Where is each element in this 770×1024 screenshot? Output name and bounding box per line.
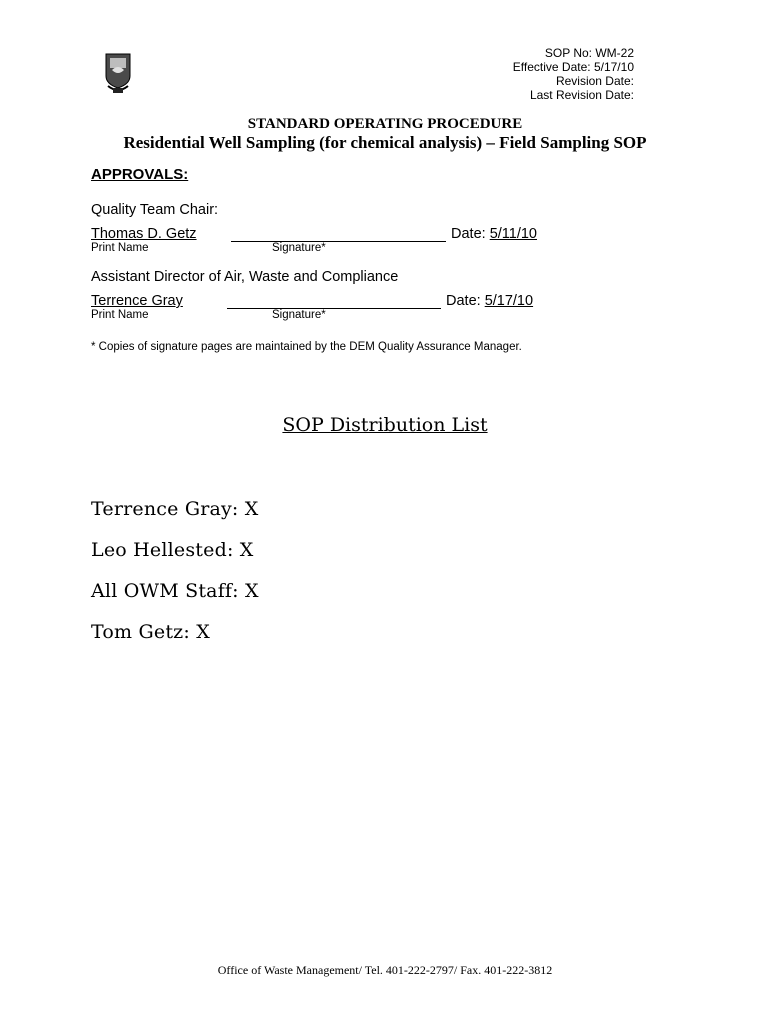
- approver-name-assistant-director: Terrence Gray: [91, 293, 183, 309]
- sop-number: SOP No: WM-22: [544, 46, 634, 60]
- distribution-item: Leo Hellested: X: [91, 539, 254, 561]
- approver-role-assistant-director: Assistant Director of Air, Waste and Compliance: [91, 269, 399, 285]
- signature-copies-note: * Copies of signature pages are maintained by the DEM Quality Assurance Manager.: [91, 341, 522, 353]
- distribution-item: Terrence Gray: X: [91, 498, 259, 520]
- signature-label: Signature*: [272, 242, 326, 254]
- sop-meta-block: [513, 46, 634, 102]
- approver-role-quality-chair: Quality Team Chair:: [91, 202, 219, 218]
- last-revision-date: Last Revision Date:: [529, 88, 634, 102]
- document-title: STANDARD OPERATING PROCEDURE: [247, 116, 523, 132]
- approver-name-quality-chair: Thomas D. Getz: [91, 226, 197, 242]
- signature-label: Signature*: [272, 309, 326, 321]
- revision-date: Revision Date:: [555, 74, 634, 88]
- distribution-item: Tom Getz: X: [91, 621, 210, 643]
- distribution-list-title: SOP Distribution List: [282, 414, 488, 436]
- approvals-heading: APPROVALS:: [91, 166, 189, 183]
- approval-date-quality-chair: [451, 226, 537, 242]
- signature-line: [231, 241, 446, 242]
- document-subtitle: Residential Well Sampling (for chemical analysis) – Field Sampling SOP: [123, 133, 647, 152]
- date-label: Date:: [451, 226, 490, 242]
- date-value: 5/11/10: [489, 226, 537, 242]
- state-seal-icon: [104, 50, 132, 94]
- print-name-label: Print Name: [91, 309, 149, 321]
- effective-date: Effective Date: 5/17/10: [512, 60, 634, 74]
- signature-line: [227, 308, 441, 309]
- print-name-label: Print Name: [91, 242, 149, 254]
- page-footer: Office of Waste Management/ Tel. 401-222-2797/ Fax. 401-222-3812: [217, 963, 553, 977]
- date-value: 5/17/10: [484, 293, 534, 309]
- date-label: Date:: [446, 293, 485, 309]
- approval-date-assistant-director: [446, 293, 533, 309]
- distribution-item: All OWM Staff: X: [91, 580, 259, 602]
